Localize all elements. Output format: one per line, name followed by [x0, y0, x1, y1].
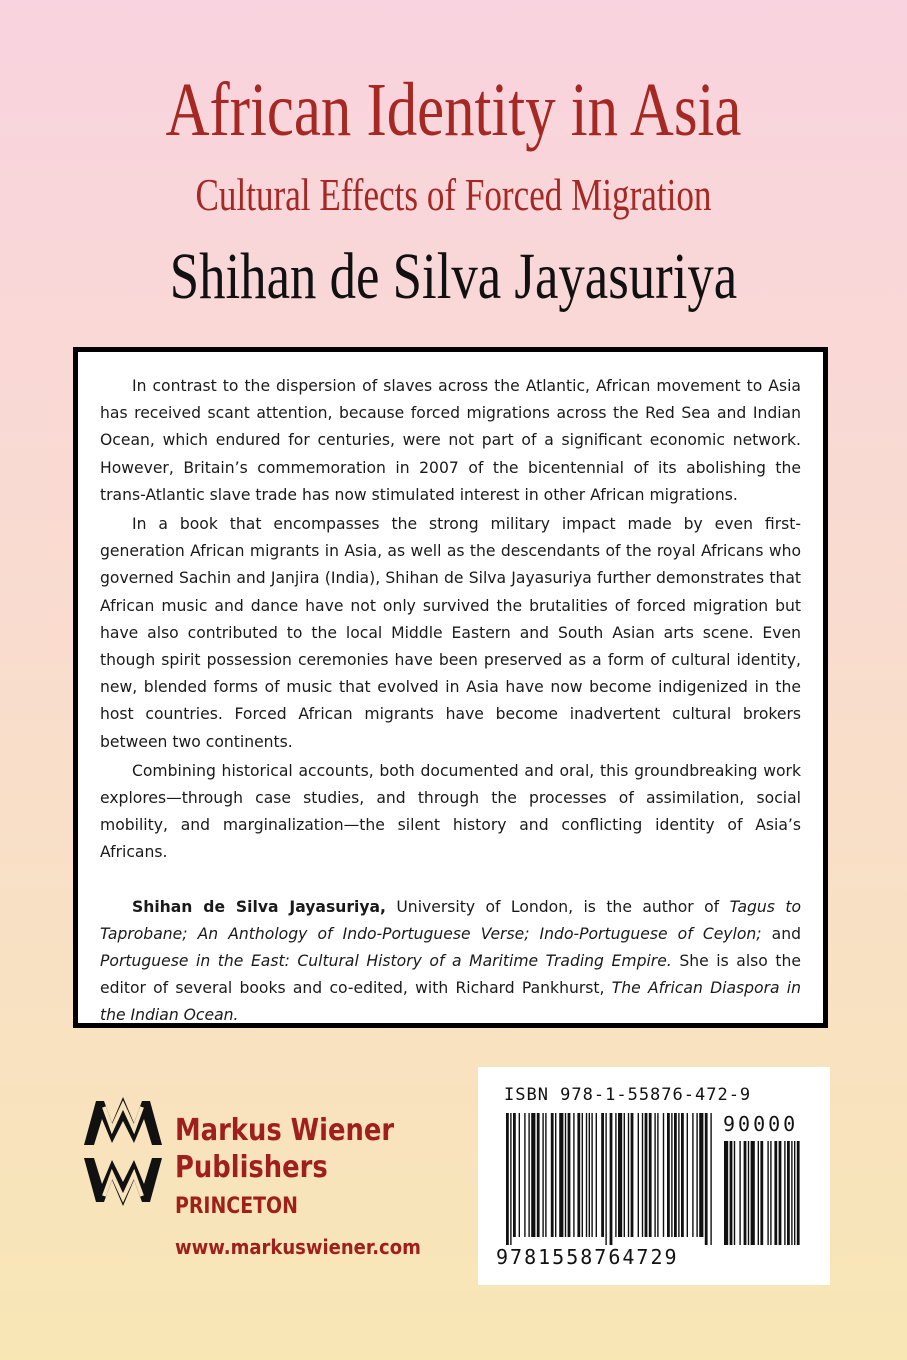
barcode-bar — [573, 1113, 574, 1237]
barcode-bar — [513, 1113, 516, 1237]
barcode-bar — [681, 1113, 684, 1237]
barcode-bar — [601, 1113, 604, 1237]
description-box — [73, 347, 828, 1028]
book-author: Shihan de Silva Jayasuriya — [169, 240, 738, 313]
barcode-bar — [586, 1113, 587, 1237]
mw-monogram-icon — [82, 1093, 164, 1210]
barcode-bar — [654, 1113, 655, 1237]
barcode-bar — [667, 1113, 670, 1237]
barcode-bar — [674, 1113, 677, 1237]
barcode-bar — [545, 1113, 546, 1237]
barcode-bar — [692, 1113, 693, 1237]
bio-and: and — [761, 924, 801, 943]
barcode-bar — [751, 1141, 755, 1245]
barcode-bar — [582, 1113, 583, 1237]
price-code: 90000 — [723, 1112, 799, 1136]
barcode-bar — [528, 1113, 529, 1237]
barcode-bar — [631, 1113, 634, 1237]
barcode-bar — [678, 1113, 679, 1237]
barcode-bar — [596, 1113, 597, 1237]
isbn-label: ISBN 978-1-55876-472-9 — [504, 1085, 752, 1105]
barcode-bar — [784, 1141, 785, 1245]
barcode-bar — [524, 1113, 525, 1237]
barcode-bar — [687, 1113, 688, 1237]
barcode-bar — [618, 1113, 622, 1237]
barcode-bar — [739, 1141, 740, 1245]
barcode-bar — [610, 1113, 613, 1245]
bio-book-3: The African Diaspora in the Indian Ocean. — [100, 979, 801, 1025]
barcode-bar — [551, 1113, 554, 1237]
barcode-bar — [565, 1113, 566, 1237]
barcode-bar — [787, 1141, 790, 1245]
barcode-bar — [615, 1113, 616, 1237]
publisher-name-line-1: Markus Wiener — [175, 1113, 395, 1148]
barcode-bar — [730, 1141, 733, 1245]
barcode-bar — [724, 1141, 728, 1245]
barcode-bar — [642, 1113, 643, 1237]
bio-book-2: Portuguese in the East: Cultural History of a Maritime Trading Empire. — [100, 952, 672, 971]
barcode-bar — [624, 1113, 625, 1237]
barcode-bar — [748, 1141, 749, 1245]
description-paragraph-1: In contrast to the dispersion of slaves across the Atlantic, African movement to Asia has received scant attention, because forced migrations across the Red Sea and Indian Ocean, which endured for centuries, were not part of a significant economic network. However, Britain’s commemoration in 2007 of the bicentennial of its abolishing the trans-Atlantic slave trade has now stimulated interest in other African migrations. — [100, 377, 801, 504]
barcode-bar — [537, 1113, 540, 1237]
barcode-bar — [657, 1113, 658, 1237]
barcode-bar — [519, 1113, 520, 1237]
barcode-bar — [760, 1141, 763, 1245]
barcode-bar — [663, 1113, 664, 1237]
barcode-box — [478, 1067, 830, 1285]
barcode-bar — [577, 1113, 580, 1237]
barcode-bar — [506, 1113, 509, 1245]
barcode-bar — [744, 1141, 747, 1245]
barcode-bar — [510, 1113, 511, 1245]
barcode-bar — [705, 1113, 708, 1245]
barcode-bar — [774, 1141, 777, 1245]
barcode-bar — [794, 1141, 795, 1245]
publisher-name — [175, 1112, 394, 1186]
barcode-bar — [638, 1113, 639, 1237]
bio-author-name: Shihan de Silva Jayasuriya, — [132, 897, 386, 916]
barcode-bar — [559, 1113, 563, 1237]
author-bio — [100, 894, 801, 1030]
bio-affiliation: University of London, is the author of — [385, 897, 730, 916]
barcode-bar — [767, 1141, 768, 1245]
barcode-bar — [699, 1113, 703, 1237]
barcode-bar — [791, 1141, 792, 1245]
barcode-bar — [645, 1113, 648, 1237]
ean-number: 9781558764729 — [496, 1245, 679, 1269]
publisher-name-line-2: Publishers — [175, 1150, 328, 1185]
barcode-bar — [649, 1113, 652, 1237]
barcode-bar — [568, 1113, 571, 1237]
barcode-bar — [710, 1113, 711, 1245]
barcode-bar — [779, 1141, 782, 1245]
description-paragraph-2: In a book that encompasses the strong military impact made by even first-generation African migrants in Asia, as well as the descendants of the royal Africans who governed Sachin and Janjira (India), Shihan de Silva Jayasuriya further demonstrates that African music and dance have not only survived the brutalities of forced migration but have also contributed to the local Middle Eastern and South Asian arts scene. Even though spirit possession ceremonies have been preserved as a form of cultural identity, new, blended forms of music that evolved in Asia have now become indigenized in the host countries. Forced African migrants have become inadvertent cultural brokers between two continents. — [100, 515, 801, 751]
barcode-bar — [605, 1113, 606, 1245]
barcode-bar — [591, 1113, 592, 1237]
barcode-bar — [671, 1113, 672, 1237]
barcode-bar — [628, 1113, 629, 1237]
description-paragraph-3: Combining historical accounts, both documented and oral, this groundbreaking work explores—through case studies, and through the processes of assimilation, social mobility, and marginalization—the silent history and conflicting identity of Asia’s Africans. — [100, 761, 801, 862]
barcode-bar — [589, 1113, 590, 1237]
bio-editor: She is also the editor of several books and co-edited, with Richard Pankhurst, — [100, 952, 801, 998]
barcode-bar — [696, 1113, 697, 1237]
publisher-url[interactable]: www.markuswiener.com — [175, 1235, 421, 1259]
barcode-bar — [758, 1141, 759, 1245]
barcode-bar — [542, 1113, 543, 1237]
barcode-bar — [555, 1113, 556, 1237]
barcode-bar — [531, 1113, 535, 1237]
book-title: African Identity in Asia — [165, 68, 742, 152]
barcode-bar — [797, 1141, 800, 1245]
book-subtitle: Cultural Effects of Forced Migration — [195, 170, 712, 220]
publisher-city: PRINCETON — [175, 1194, 298, 1219]
barcode-bar — [770, 1141, 771, 1245]
bio-book-1: Tagus to Taprobane; An Anthology of Indo-Portuguese Verse; Indo-Portuguese of Ceylon; — [100, 897, 801, 943]
barcode-bar — [734, 1141, 735, 1245]
